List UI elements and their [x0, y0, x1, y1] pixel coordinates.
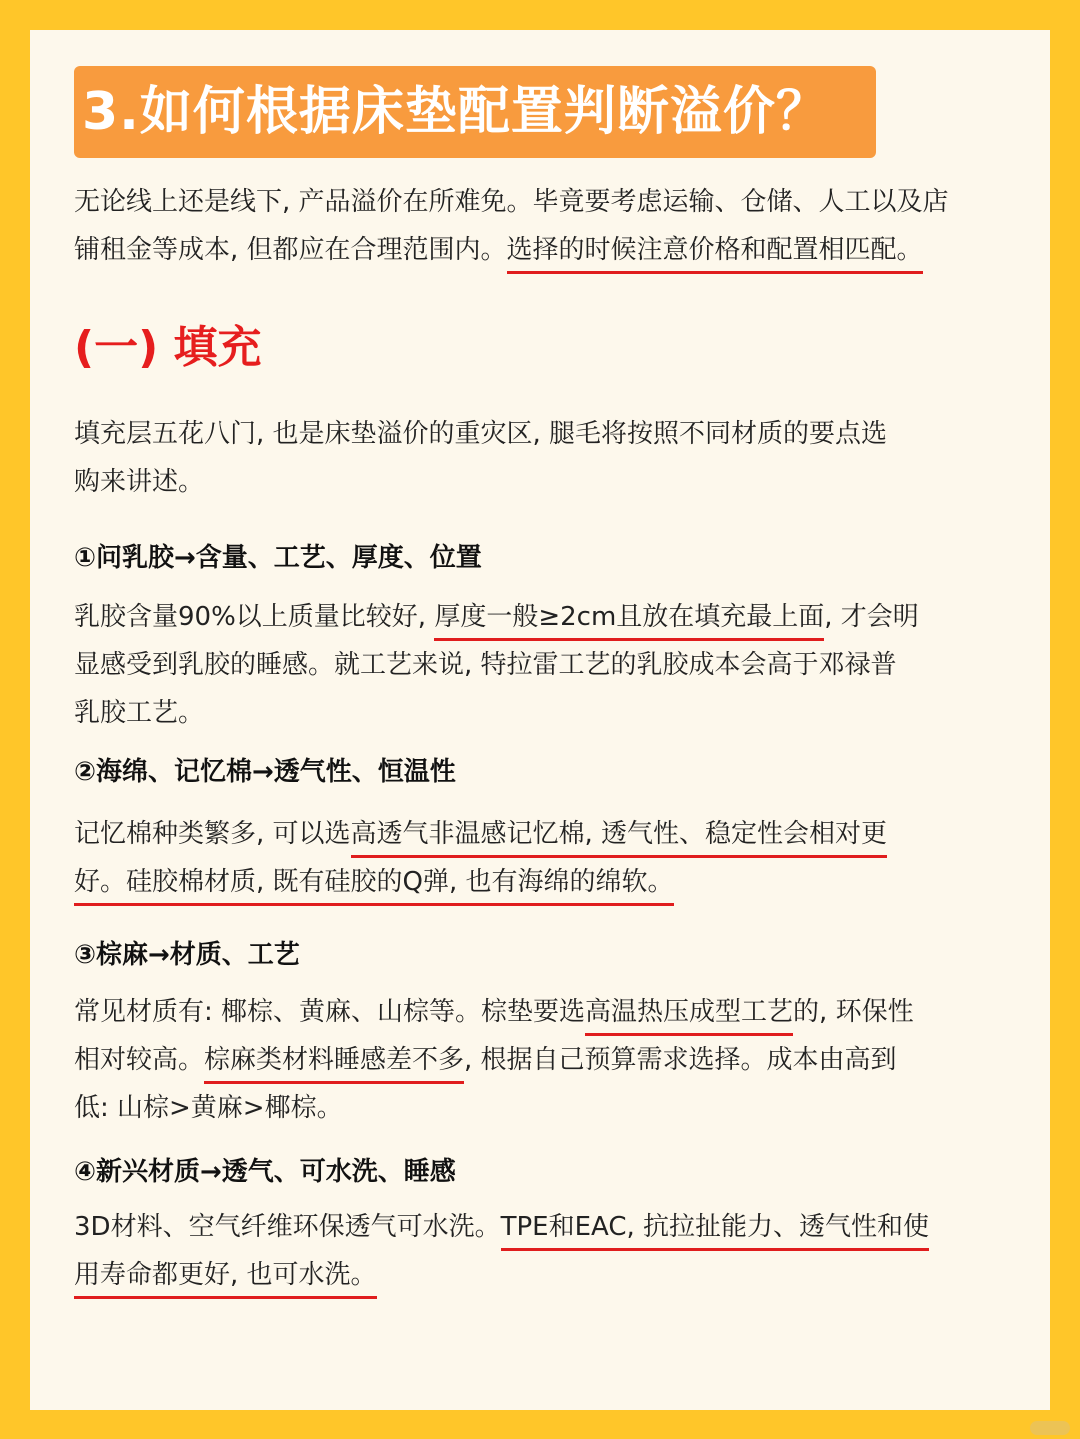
- item-heading-new-materials: ④新兴材质→透气、可水洗、睡感: [74, 1157, 456, 1187]
- item-line: [74, 810, 1014, 858]
- item-highlight: TPE和EAC, 抗拉扯能力、透气性和使: [501, 1212, 929, 1251]
- section-title: (一) 填充: [74, 322, 262, 373]
- item-heading-foam: ②海绵、记忆棉→透气性、恒温性: [74, 757, 456, 787]
- item-text: , 才会明: [824, 602, 919, 632]
- item-line: [74, 1203, 1014, 1251]
- intro-text: 铺租金等成本, 但都应在合理范围内。: [74, 235, 507, 265]
- item-highlight: 高透气非温感记忆棉, 透气性、稳定性会相对更: [351, 819, 888, 858]
- item-text: , 根据自己预算需求选择。成本由高到: [464, 1045, 897, 1075]
- item-text: 的, 环保性: [793, 997, 914, 1027]
- section-intro-line-1: 填充层五花八门, 也是床垫溢价的重灾区, 腿毛将按照不同材质的要点选: [74, 419, 888, 449]
- item-highlight: 好。硅胶棉材质, 既有硅胶的Q弹, 也有海绵的绵软。: [74, 867, 674, 906]
- section-intro: [74, 410, 1014, 506]
- item-text: 乳胶含量90%以上质量比较好,: [74, 602, 435, 632]
- item-heading-latex: ①问乳胶→含量、工艺、厚度、位置: [74, 543, 482, 573]
- item-line: 乳胶工艺。: [74, 698, 205, 728]
- content-card: [30, 30, 1050, 1410]
- item-body-latex: [74, 593, 1014, 737]
- item-line: 低: 山棕>黄麻>椰棕。: [74, 1093, 343, 1123]
- intro-highlight: 选择的时候注意价格和配置相匹配。: [507, 235, 923, 274]
- item-line: [74, 1036, 1014, 1084]
- item-body-palm: [74, 988, 1014, 1132]
- item-text: 常见材质有: 椰棕、黄麻、山棕等。棕垫要选: [74, 997, 586, 1027]
- page-title: 3.如何根据床垫配置判断溢价？: [82, 82, 829, 142]
- section-intro-line-2: 购来讲述。: [74, 467, 205, 497]
- item-text: 3D材料、空气纤维环保透气可水洗。: [74, 1212, 501, 1242]
- watermark-logo: [1030, 1421, 1070, 1435]
- item-line: [74, 1251, 1014, 1299]
- item-body-new-materials: [74, 1203, 1014, 1299]
- item-text: 记忆棉种类繁多, 可以选: [74, 819, 351, 849]
- item-highlight: 厚度一般≥2cm且放在填充最上面: [434, 602, 824, 641]
- item-highlight: 棕麻类材料睡感差不多: [204, 1045, 464, 1084]
- item-heading-palm: ③棕麻→材质、工艺: [74, 940, 300, 970]
- item-text: 相对较高。: [74, 1045, 205, 1075]
- intro-line-1: 无论线上还是线下, 产品溢价在所难免。毕竟要考虑运输、仓储、人工以及店: [74, 187, 949, 217]
- item-highlight: 用寿命都更好, 也可水洗。: [74, 1260, 377, 1299]
- item-highlight: 高温热压成型工艺: [585, 997, 793, 1036]
- intro-line-2: [74, 226, 1014, 274]
- item-line: [74, 988, 1014, 1036]
- item-line: [74, 858, 1014, 906]
- item-line: 显感受到乳胶的睡感。就工艺来说, 特拉雷工艺的乳胶成本会高于邓禄普: [74, 650, 897, 680]
- item-body-foam: [74, 810, 1014, 906]
- item-line: [74, 593, 1014, 641]
- intro-paragraph: [74, 178, 1014, 274]
